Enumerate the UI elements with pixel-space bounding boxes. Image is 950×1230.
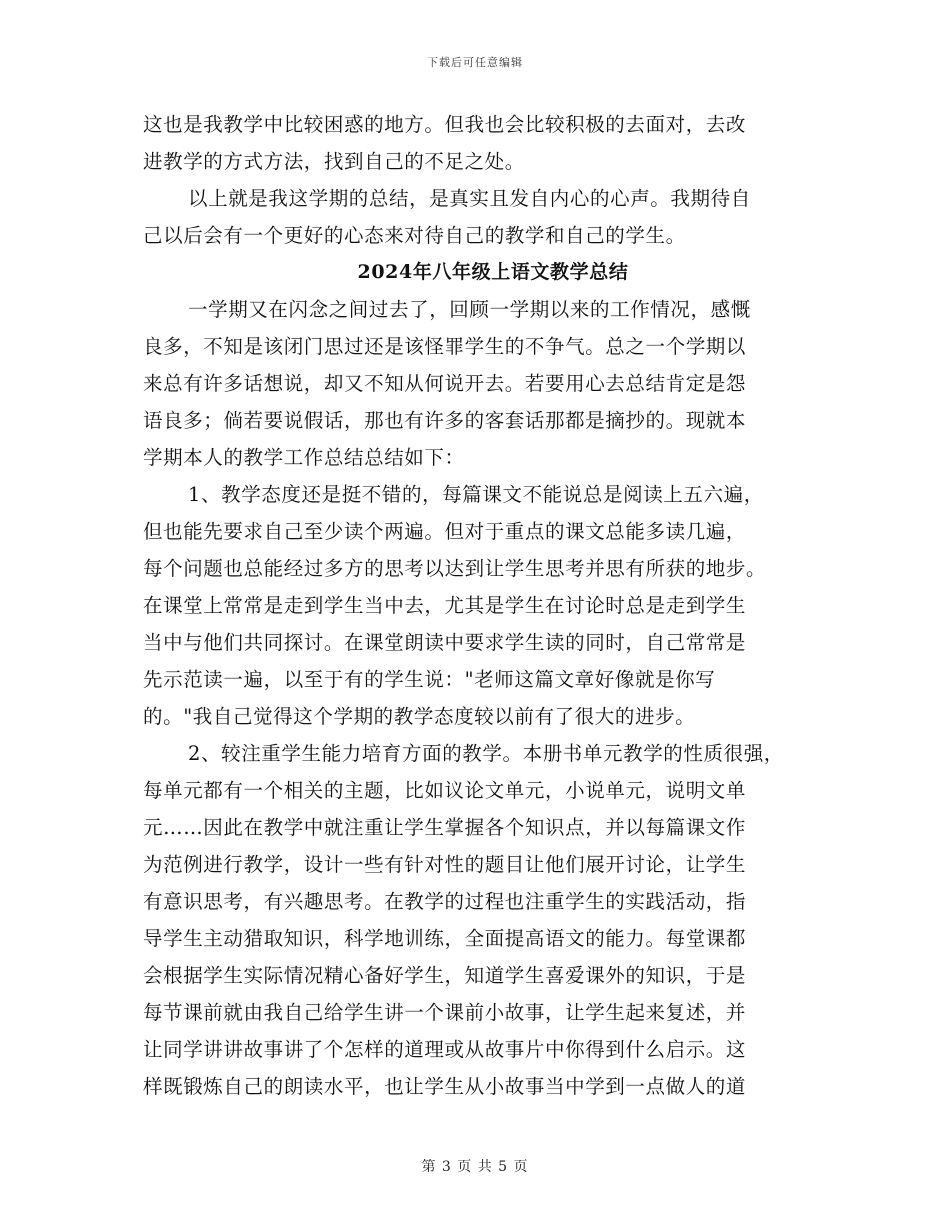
text-line: 每单元都有一个相关的主题，比如议论文单元，小说单元，说明文单 xyxy=(143,779,747,802)
text-line: 的。"我自己觉得这个学期的教学态度较以前有了很大的进步。 xyxy=(143,705,696,728)
text-line: 每节课前就由我自己给学生讲一个课前小故事，让学生起来复述，并 xyxy=(143,1001,747,1024)
text-line: 1、教学态度还是挺不错的，每篇课文不能说总是阅读上五六遍， xyxy=(188,483,764,506)
text-line: 2、较注重学生能力培育方面的教学。本册书单元教学的性质很强， xyxy=(188,742,784,765)
document-body xyxy=(143,106,823,1105)
text-line: 为范例进行教学，设计一些有针对性的题目让他们展开讨论，让学生 xyxy=(143,853,747,876)
text-line: 元……因此在教学中就注重让学生掌握各个知识点，并以每篇课文作 xyxy=(143,816,747,839)
text-line: 一学期又在闪念之间过去了，回顾一学期以来的工作情况，感慨 xyxy=(188,298,751,321)
text-line: 会根据学生实际情况精心备好学生，知道学生喜爱课外的知识，于是 xyxy=(143,964,747,987)
text-line: 己以后会有一个更好的心态来对待自己的教学和自己的学生。 xyxy=(143,224,686,247)
document-title: 2024年八年级上语文教学总结 xyxy=(357,261,629,283)
text-line: 良多，不知是该闭门思过还是该怪罪学生的不争气。总之一个学期以 xyxy=(143,335,747,358)
header-note: 下载后可任意编辑 xyxy=(427,56,523,69)
text-line: 以上就是我这学期的总结，是真实且发自内心的心声。我期待自 xyxy=(188,187,751,210)
text-line: 但也能先要求自己至少读个两遍。但对于重点的课文总能多读几遍， xyxy=(143,520,747,543)
text-line: 学期本人的教学工作总结总结如下： xyxy=(143,446,465,469)
page-number: 第 3 页 共 5 页 xyxy=(421,1159,529,1175)
text-line: 这也是我教学中比较困惑的地方。但我也会比较积极的去面对，去改 xyxy=(143,113,747,136)
text-line: 先示范读一遍，以至于有的学生说："老师这篇文章好像就是你写 xyxy=(143,668,716,691)
text-line: 当中与他们共同探讨。在课堂朗读中要求学生读的同时，自己常常是 xyxy=(143,631,747,654)
text-line: 来总有许多话想说，却又不知从何说开去。若要用心去总结肯定是怨 xyxy=(143,372,747,395)
text-line: 每个问题也总能经过多方的思考以达到让学生思考并思有所获的地步。 xyxy=(143,557,767,580)
text-line: 有意识思考，有兴趣思考。在教学的过程也注重学生的实践活动，指 xyxy=(143,890,747,913)
text-line: 在课堂上常常是走到学生当中去，尤其是学生在讨论时总是走到学生 xyxy=(143,594,747,617)
text-line: 进教学的方式方法，找到自己的不足之处。 xyxy=(143,150,525,173)
text-line: 导学生主动猎取知识，科学地训练，全面提高语文的能力。每堂课都 xyxy=(143,927,747,950)
text-line: 让同学讲讲故事讲了个怎样的道理或从故事片中你得到什么启示。这 xyxy=(143,1038,747,1061)
text-line: 语良多；倘若要说假话，那也有许多的客套话那都是摘抄的。现就本 xyxy=(143,409,747,432)
text-line: 样既锻炼自己的朗读水平，也让学生从小故事当中学到一点做人的道 xyxy=(143,1075,747,1098)
